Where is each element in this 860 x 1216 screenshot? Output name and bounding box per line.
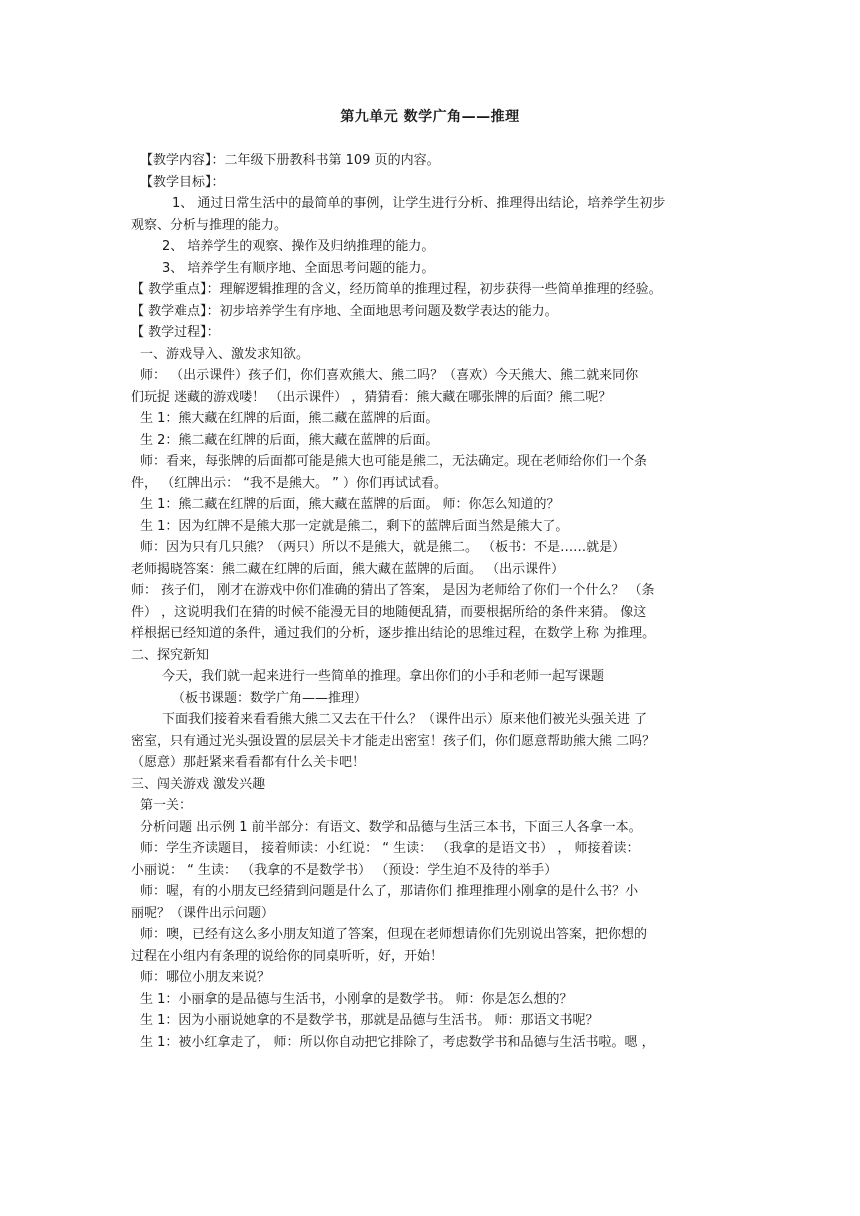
text-line: 生 1：因为红牌不是熊大那一定就是熊二，剩下的蓝牌后面当然是熊大了。 — [140, 518, 569, 534]
text-line: 生 1：小丽拿的是品德与生活书，小刚拿的是数学书。 师：你是怎么想的？ — [140, 991, 573, 1007]
text-line: 件） ，这说明我们在猜的时候不能漫无目的地随便乱猜，而要根据所给的条件来猜。 像这 — [131, 604, 647, 620]
text-line: 生 1：被小红拿走了， 师：所以你自动把它排除了，考虑数学书和品德与生活书啦。嗯 ， — [140, 1034, 655, 1050]
text-line: 【 教学重点】：理解逻辑推理的含义，经历简单的推理过程，初步获得一些简单推理的经验。 — [131, 282, 662, 297]
text-line: 第一关： — [140, 798, 193, 813]
text-line: 【 教学过程】： — [131, 325, 220, 340]
text-line: 分析问题 出示例 1 前半部分：有语文、数学和品德与生活三本书，下面三人各拿一本。 — [140, 819, 642, 835]
text-line: 密室，只有通过光头强设置的层层关卡才能走出密室！孩子们，你们愿意帮助熊大熊 二吗？ — [131, 733, 656, 749]
text-line: 师： 孩子们， 刚才在游戏中你们准确的猜出了答案， 是因为老师给了你们一个什么？ （条 — [131, 583, 655, 598]
text-line: 【 教学难点】：初步培养学生有序地、全面地思考问题及数学表达的能力。 — [131, 303, 558, 319]
text-line: 生 2：熊二藏在红牌的后面，熊大藏在蓝牌的后面。 — [140, 432, 439, 448]
text-line: 【教学内容】：二年级下册教科书第 109 页的内容。 — [140, 153, 440, 168]
text-line: 们玩捉 迷藏的游戏喽！ （出示课件） ，猜猜看：熊大藏在哪张牌的后面？熊二呢？ — [131, 389, 612, 405]
text-line: 师：噢，已经有这么多小朋友知道了答案，但现在老师想请你们先别说出答案，把你想的 — [140, 927, 648, 942]
text-line: 【教学目标】： — [140, 174, 225, 190]
text-line: 生 1：因为小丽说她拿的不是数学书，那就是品德与生活书。 师：那语文书呢？ — [140, 1013, 599, 1028]
text-line: 生 1：熊二藏在红牌的后面，熊大藏在蓝牌的后面。 师：你怎么知道的？ — [140, 497, 560, 512]
text-line: 老师揭晓答案：熊二藏在红牌的后面，熊大藏在蓝牌的后面。 （出示课件） — [131, 561, 565, 577]
text-line: 2、 培养学生的观察、操作及归纳推理的能力。 — [162, 239, 435, 254]
text-line: 师：因为只有几只熊？（两只）所以不是熊大，就是熊二。 （板书：不是……就是） — [140, 540, 626, 555]
text-line: 小丽说： “ 生读： （我拿的不是数学书） （预设：学生迫不及待的举手） — [131, 862, 558, 878]
text-line: 生 1：熊大藏在红牌的后面，熊二藏在蓝牌的后面。 — [140, 411, 439, 426]
text-line: 丽呢？（课件出示问题） — [131, 905, 275, 921]
text-line: 观察、分析与推理的能力。 — [131, 217, 288, 233]
text-line: （板书课题：数学广角——推理） — [172, 690, 368, 706]
text-line: 3、 培养学生有顺序地、全面思考问题的能力。 — [162, 260, 435, 276]
document-title: 第九单元 数学广角——推理 — [340, 109, 520, 125]
text-line: 师：看来，每张牌的后面都可能是熊大也可能是熊二，无法确定。现在老师给你们一个条 — [140, 454, 648, 469]
text-line: 1、 通过日常生活中的最简单的事例，让学生进行分析、推理得出结论，培养学生初步 — [172, 196, 666, 211]
text-line: 三、闯关游戏 激发兴趣 — [131, 776, 266, 792]
text-line: 二、探究新知 — [131, 647, 210, 663]
text-line: （愿意）那赶紧来看看都有什么关卡吧！ — [131, 755, 366, 770]
text-line: 过程在小组内有条理的说给你的同桌听听，好，开始！ — [131, 948, 444, 964]
text-line: 今天，我们就一起来进行一些简单的推理。拿出你们的小手和老师一起写课题 — [162, 669, 605, 684]
text-line: 师： （出示课件）孩子们，你们喜欢熊大、熊二吗？（喜欢）今天熊大、熊二就来同你 — [140, 368, 639, 383]
text-line: 师：学生齐读题目， 接着师读：小红说： “ 生读： （我拿的是语文书） ， 师接着读： — [140, 841, 640, 856]
document-body — [131, 150, 733, 1053]
text-line: 师：喔，有的小朋友已经猜到问题是什么了，那请你们 推理推理小刚拿的是什么书？小 — [140, 884, 639, 899]
text-line: 件， （红牌出示： “我不是熊大。 ” ）你们再试试看。 — [131, 475, 447, 491]
text-line: 师：哪位小朋友来说？ — [140, 970, 271, 985]
text-line: 下面我们接着来看看熊大熊二又去在干什么？（课件出示）原来他们被光头强关进 了 — [162, 712, 648, 727]
text-line: 一、游戏导入、激发求知欲。 — [140, 346, 310, 362]
text-line: 样根据已经知道的条件，通过我们的分析，逐步推出结论的思维过程，在数学上称 为推理。 — [131, 626, 656, 641]
